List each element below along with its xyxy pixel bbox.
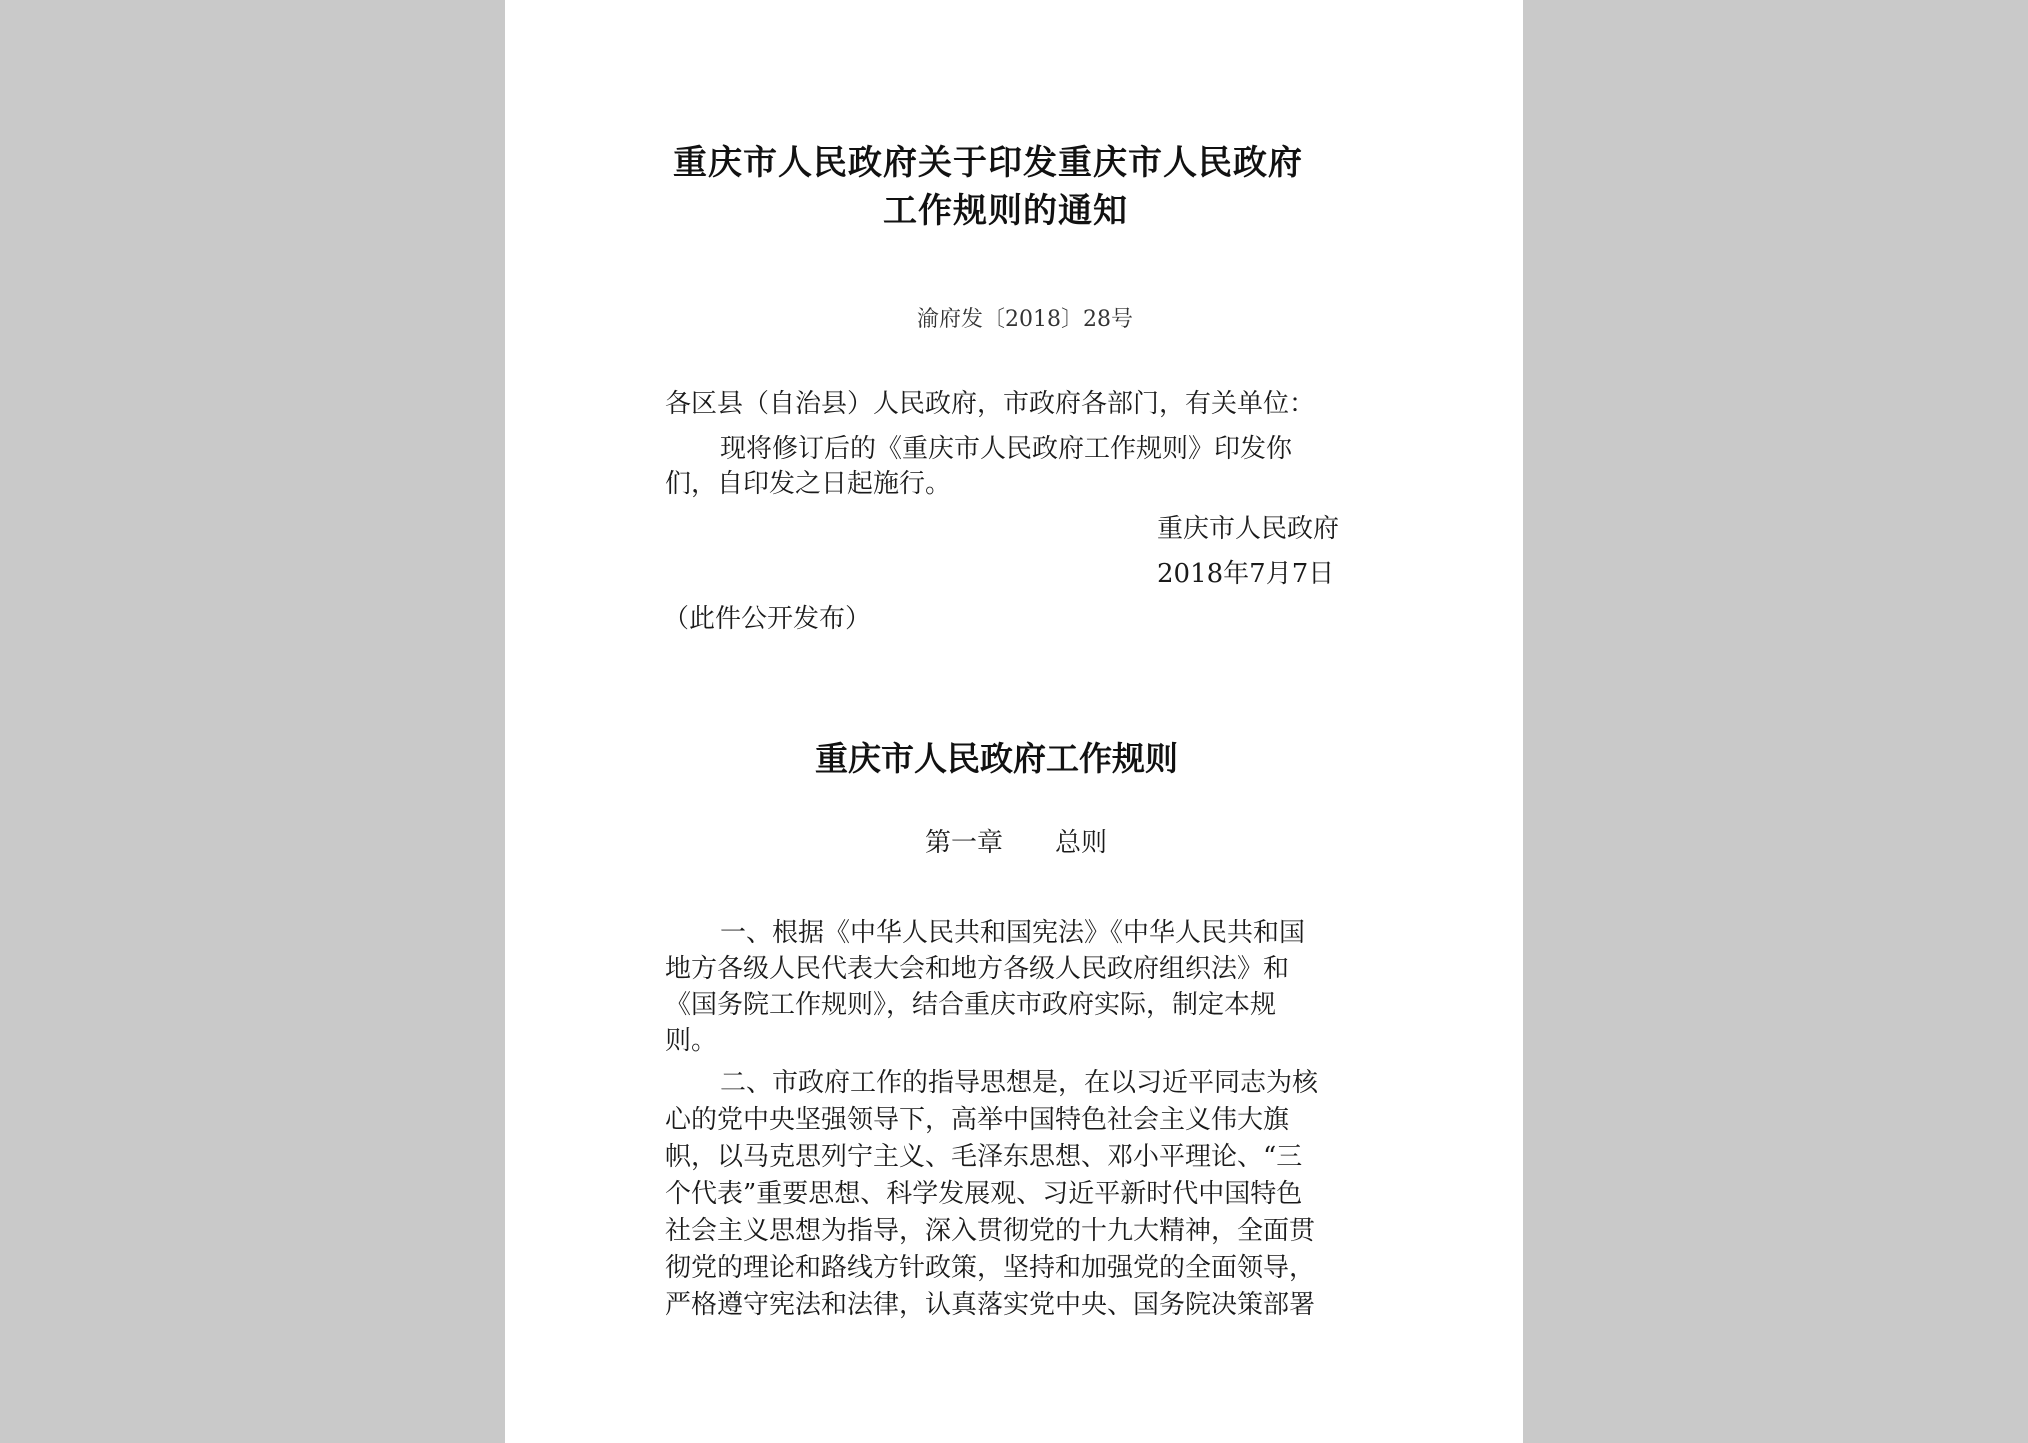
article-2-line: 帜，以马克思列宁主义、毛泽东思想、邓小平理论、“三 bbox=[665, 1142, 1303, 1172]
article-1-line: 《国务院工作规则》，结合重庆市政府实际，制定本规 bbox=[665, 990, 1277, 1020]
disclosure-note: （此件公开发布） bbox=[663, 604, 872, 634]
signing-date: 2018年7月7日 bbox=[1157, 559, 1335, 589]
recipients-line: 各区县（自治县）人民政府，市政府各部门，有关单位： bbox=[665, 389, 1316, 419]
article-2-line: 个代表”重要思想、科学发展观、习近平新时代中国特色 bbox=[665, 1179, 1303, 1209]
notice-body-line-1: 现将修订后的《重庆市人民政府工作规则》印发你 bbox=[720, 434, 1293, 464]
notice-title-line-2: 工作规则的通知 bbox=[883, 191, 1128, 231]
article-2-line: 二、市政府工作的指导思想是，在以习近平同志为核 bbox=[720, 1068, 1319, 1098]
article-1-line: 则。 bbox=[665, 1026, 718, 1056]
article-1-line: 地方各级人民代表大会和地方各级人民政府组织法》和 bbox=[665, 954, 1290, 984]
article-1-line: 一、根据《中华人民共和国宪法》《中华人民共和国 bbox=[720, 918, 1306, 948]
article-2-line: 社会主义思想为指导，深入贯彻党的十九大精神，全面贯 bbox=[665, 1216, 1316, 1246]
article-2-line: 严格遵守宪法和法律，认真落实党中央、国务院决策部署 bbox=[665, 1290, 1316, 1320]
notice-body-line-2: 们，自印发之日起施行。 bbox=[665, 469, 952, 499]
rules-title: 重庆市人民政府工作规则 bbox=[815, 739, 1178, 778]
document-page bbox=[505, 0, 1523, 1443]
notice-title-line-1: 重庆市人民政府关于印发重庆市人民政府 bbox=[673, 143, 1303, 183]
document-number: 渝府发〔2018〕28号 bbox=[917, 307, 1133, 332]
chapter-heading: 第一章 总则 bbox=[925, 828, 1108, 858]
article-2-line: 彻党的理论和路线方针政策，坚持和加强党的全面领导， bbox=[665, 1253, 1316, 1283]
signatory: 重庆市人民政府 bbox=[1157, 514, 1340, 544]
article-2-line: 心的党中央坚强领导下，高举中国特色社会主义伟大旗 bbox=[665, 1105, 1290, 1135]
